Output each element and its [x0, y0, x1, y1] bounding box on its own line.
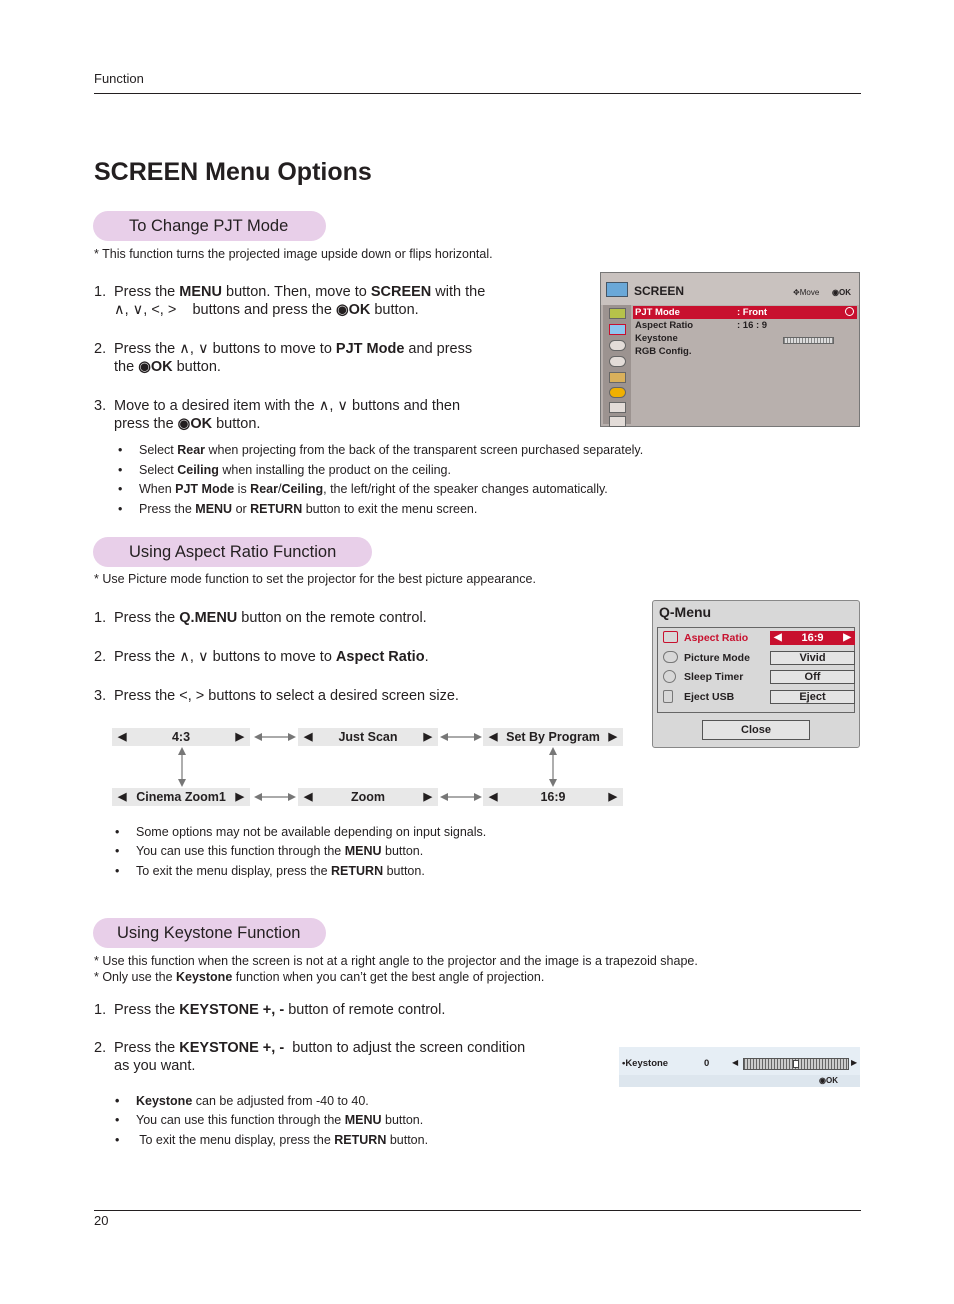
- double-arrow-icon: [439, 790, 483, 804]
- qmenu-value[interactable]: Off: [770, 670, 855, 684]
- eye-icon: [663, 651, 678, 663]
- aspect-step-1: 1. Press the Q.MENU button on the remote control.: [94, 610, 427, 626]
- qmenu-value[interactable]: Eject: [770, 690, 855, 704]
- q-menu-osd: [652, 600, 860, 748]
- move-icon: ✥: [793, 288, 800, 297]
- info-icon[interactable]: [609, 387, 626, 398]
- keystone-label: •Keystone: [622, 1058, 669, 1069]
- keystone-slider-thumb[interactable]: [793, 1060, 799, 1068]
- aspect-option-set-by-program: ◀ Set By Program ▶: [483, 728, 623, 746]
- osd-move-hint: ✥Move: [793, 288, 820, 297]
- footer-rule: [94, 1210, 861, 1211]
- section-heading-pjt: To Change PJT Mode: [93, 211, 326, 241]
- keystone-osd-bar: [619, 1047, 860, 1087]
- qmenu-row-aspect[interactable]: Aspect Ratio ◀ 16:9 ▶: [663, 629, 843, 647]
- osd-header: [601, 273, 859, 305]
- keystone-step-1: 1. Press the KEYSTONE +, - button of remote control.: [94, 1002, 446, 1018]
- keystone-note-2: * Only use the Keystone function when you can’t get the best angle of projection.: [94, 970, 545, 984]
- double-arrow-icon: [439, 730, 483, 744]
- section-label: Function: [94, 71, 144, 86]
- keystone-note-1: * Use this function when the screen is not at a right angle to the projector and the image is a trapezoid shape.: [94, 954, 698, 968]
- timer-icon: [663, 670, 676, 683]
- aspect-option-just-scan: ◀ Just Scan ▶: [298, 728, 438, 746]
- osd-ok-hint: ◉OK: [832, 288, 851, 297]
- keystone-slider[interactable]: [743, 1058, 849, 1070]
- section-heading-keystone: Using Keystone Function: [93, 918, 326, 948]
- vertical-arrow-icon: [546, 746, 560, 788]
- vertical-arrow-icon: [175, 746, 189, 788]
- usb-menu-icon[interactable]: [609, 402, 626, 413]
- close-button[interactable]: Close: [702, 720, 810, 740]
- qmenu-value[interactable]: Vivid: [770, 651, 855, 665]
- double-arrow-icon: [253, 730, 297, 744]
- screen-tab-icon[interactable]: [609, 324, 626, 335]
- picture-icon[interactable]: [609, 308, 626, 319]
- aspect-option-zoom: ◀ Zoom ▶: [298, 788, 438, 806]
- page-number: 20: [94, 1213, 109, 1228]
- aspect-step-2: 2. Press the ∧, ∨ buttons to move to Aspect Ratio.: [94, 649, 429, 665]
- pjt-step-1: 1. Press the MENU button. Then, move to SCREEN with the ∧, ∨, <, > buttons and press the ◉OK button.: [94, 284, 486, 318]
- screen-icon: [606, 282, 628, 297]
- qmenu-value[interactable]: ◀ 16:9 ▶: [770, 631, 855, 645]
- qmenu-row-sleep[interactable]: Sleep Timer Off: [663, 668, 843, 686]
- keystone-value: 0: [704, 1058, 710, 1069]
- aspect-icon: [663, 631, 678, 643]
- usb-icon: [663, 690, 673, 703]
- osd-sidebar: [603, 305, 631, 424]
- keystone-left-arrow[interactable]: ◀: [732, 1058, 739, 1067]
- aspect-option-4-3: ◀ 4:3 ▶: [112, 728, 250, 746]
- header-rule: [94, 93, 861, 94]
- keystone-mini-slider: [783, 337, 834, 344]
- page-title: SCREEN Menu Options: [94, 158, 372, 186]
- audio-icon[interactable]: [609, 340, 626, 351]
- option-icon[interactable]: [609, 372, 626, 383]
- screen-menu-osd: SCREEN ✥Move ◉OK PJT Mode : Front Aspect Ratio : 16 : 9 Keystone RGB Config.: [600, 272, 860, 427]
- section-heading-aspect: Using Aspect Ratio Function: [93, 537, 372, 567]
- aspect-note: * Use Picture mode function to set the projector for the best picture appearance.: [94, 572, 536, 586]
- lock-icon[interactable]: [609, 416, 626, 427]
- aspect-option-16-9: ◀ 16:9 ▶: [483, 788, 623, 806]
- keystone-ok-hint: ◉OK: [819, 1076, 838, 1085]
- pjt-step-3: 3. Move to a desired item with the ∧, ∨ buttons and then press the ◉OK button.: [94, 398, 461, 432]
- aspect-option-cinema-zoom1: ◀ Cinema Zoom1 ▶: [112, 788, 250, 806]
- time-icon[interactable]: [609, 356, 626, 367]
- qmenu-row-eject[interactable]: Eject USB Eject: [663, 688, 843, 706]
- pjt-note: * This function turns the projected image upside down or flips horizontal.: [94, 247, 493, 261]
- keystone-right-arrow[interactable]: ▶: [851, 1058, 858, 1067]
- osd-title: SCREEN: [634, 284, 685, 298]
- qmenu-title: Q-Menu: [659, 604, 712, 620]
- double-arrow-icon: [253, 790, 297, 804]
- qmenu-row-picture[interactable]: Picture Mode Vivid: [663, 649, 843, 667]
- ok-icon: [845, 307, 854, 316]
- aspect-step-3: 3. Press the <, > buttons to select a desired screen size.: [94, 688, 459, 704]
- keystone-step-2: 2. Press the KEYSTONE +, - button to adjust the screen condition as you want.: [94, 1040, 526, 1074]
- pjt-step-2: 2. Press the ∧, ∨ buttons to move to PJT Mode and press the ◉OK button.: [94, 341, 473, 375]
